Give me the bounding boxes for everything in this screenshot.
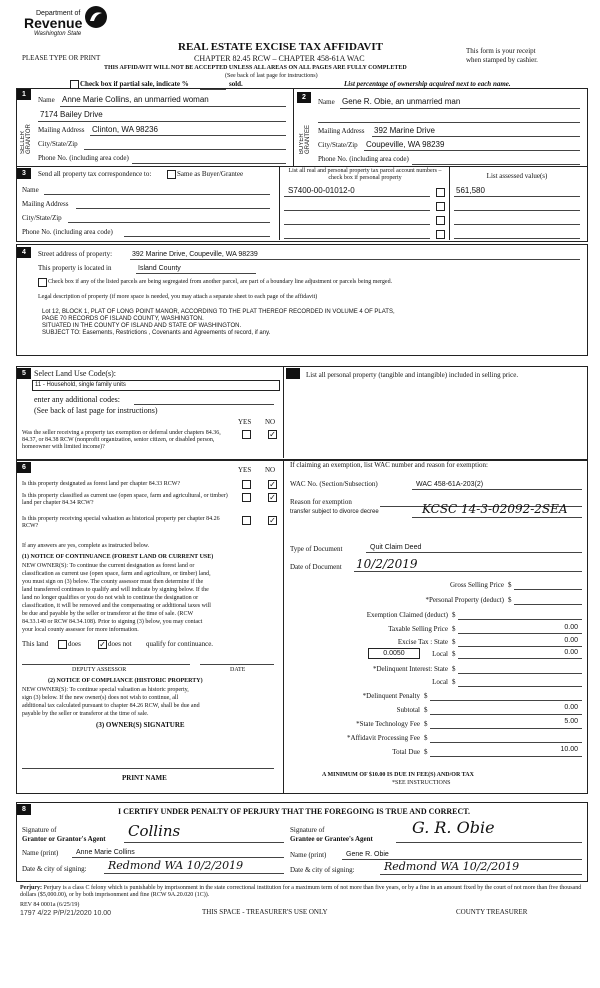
buyer-city-field[interactable]: Coupeville, WA 98239 — [366, 140, 445, 149]
land-does-not-label: does not — [108, 640, 132, 648]
continuance-text-7: be due and payable by the seller or transferor at the time of sale. (RCW — [22, 611, 194, 617]
grantee-print-name[interactable]: Gene R. Obie — [346, 851, 389, 858]
qualify-label: qualify for continuance. — [146, 640, 214, 648]
grantee-date-city[interactable]: Redmond WA 10/2/2019 — [384, 860, 520, 873]
acceptance-notice: THIS AFFIDAVIT WILL NOT BE ACCEPTED UNLESS ALL AREAS ON ALL PAGES ARE FULLY COMPLETED — [104, 65, 407, 71]
s6-q2: Is this property classified as current use (open space, farm and agricultural, or timber) land per chapter 84.34 RCW? — [22, 493, 228, 506]
additional-codes-label: enter any additional codes: — [34, 395, 120, 404]
affidavit-fee-label: *Affidavit Processing Fee — [347, 734, 420, 742]
s6-no: NO — [265, 466, 276, 474]
s5-no: NO — [265, 418, 276, 426]
legal-line-3[interactable]: SITUATED IN THE COUNTY OF ISLAND AND STATE OF WASHINGTON. — [42, 323, 242, 329]
delinquent-penalty-label: *Delinquent Penalty — [362, 692, 420, 700]
local-rate-box[interactable]: 0.0050 — [368, 648, 420, 659]
delinquent-local-label: Local — [432, 678, 448, 686]
personal-property-text: List all personal property (tangible and intangible) included in selling price. — [306, 371, 519, 379]
reason-handwritten: KCSC 14-3-02092-2SEA — [422, 502, 568, 516]
seller-name-field[interactable]: Anne Marie Collins, an unmarried woman — [62, 95, 209, 104]
grantor-sig-label-1: Signature of — [22, 826, 57, 834]
grantor-signature[interactable]: Collins — [128, 822, 181, 840]
logo-line2: Revenue — [24, 15, 83, 31]
parcel-personal-checkbox-3[interactable] — [436, 216, 445, 225]
revenue-swirl-icon — [84, 5, 108, 29]
s3-city-label: City/State/Zip — [22, 214, 62, 222]
continuance-title: (1) NOTICE OF CONTINUANCE (FOREST LAND OR CURRENT USE) — [22, 554, 214, 560]
section-8-tag: 8 — [17, 804, 31, 815]
logo-line3: Washington State — [34, 31, 82, 37]
buyer-name-label: Name — [318, 98, 335, 106]
street-field[interactable]: 392 Marine Drive, Coupeville, WA 98239 — [132, 251, 258, 258]
segregated-checkbox[interactable] — [38, 278, 47, 287]
doc-type-label: Type of Document — [290, 545, 343, 553]
print-name-label: PRINT NAME — [122, 774, 167, 782]
rev-code: REV 84 0001a (6/25/19) — [20, 902, 80, 908]
s6-q1: Is this property designated as forest land per chapter 84.33 RCW? — [22, 481, 181, 487]
s6-q3: Is this property receiving special valuation as historical property per chapter 84.26 RCW? — [22, 516, 220, 529]
dollar-subtotal: $ — [424, 706, 428, 714]
grantor-date-city-label: Date & city of signing: — [22, 865, 87, 873]
continuance-text-6: classification, it will be removed and the compensating or additional taxes will — [22, 603, 211, 609]
wac-field[interactable]: WAC 458-61A-203(2) — [416, 481, 484, 488]
q3-no-checkbox[interactable]: ✓ — [269, 516, 276, 525]
this-land-label: This land — [22, 640, 49, 648]
grantee-date-city-label: Date & city of signing: — [290, 866, 355, 874]
same-as-buyer-label: Same as Buyer/Grantee — [177, 170, 244, 178]
see-back-note: (See back of last page for instructions) — [225, 73, 318, 79]
personal-deduct-label: *Personal Property (deduct) — [425, 596, 504, 604]
continuance-text-5: land no longer qualifies or you do not wish to continue the designation or — [22, 595, 199, 601]
receipt-line2: when stamped by cashier. — [466, 56, 538, 64]
local-tax-value[interactable]: 0.00 — [564, 649, 578, 656]
taxable-value[interactable]: 0.00 — [564, 624, 578, 631]
perjury-title: Perjury: — [20, 885, 42, 891]
sold-label: sold. — [229, 80, 243, 88]
ownership-note: List percentage of ownership acquired next to each name. — [344, 80, 511, 88]
buyer-city-label: City/State/Zip — [318, 141, 358, 149]
dollar-delinq-local: $ — [452, 678, 456, 686]
owner-signature-label: (3) OWNER(S) SIGNATURE — [96, 721, 185, 729]
buyer-name-field[interactable]: Gene R. Obie, an unmarried man — [342, 97, 461, 106]
land-does-checkbox[interactable] — [58, 640, 67, 649]
county-field[interactable]: Island County — [138, 265, 181, 272]
grantee-signature[interactable]: G. R. Obie — [412, 818, 495, 837]
total-due-label: Total Due — [392, 748, 420, 756]
parcel-personal-checkbox-2[interactable] — [436, 202, 445, 211]
reason-field[interactable]: transfer subject to divorce decree — [290, 509, 379, 515]
land-does-label: does — [68, 640, 81, 648]
parcel-header: List all real and personal property tax parcel account numbers – check box if personal property — [288, 168, 442, 181]
segregated-label: Check box if any of the listed parcels are being segregated from another parcel, are part of a boundary line adjustment or parcels being merged. — [48, 279, 393, 285]
parcel-personal-checkbox-1[interactable] — [436, 188, 445, 197]
seller-name-label: Name — [38, 96, 55, 104]
continuance-text-8: 84.33.140 or RCW 84.34.108). Prior to signing (3) below, you may contact — [22, 619, 203, 625]
dollar-affidavit: $ — [424, 734, 428, 742]
assessed-value-field[interactable]: 561,580 — [456, 186, 485, 195]
perjury-notice — [20, 885, 588, 899]
perjury-text: Perjury is a class C felony which is punishable by imprisonment in the state correctional institution for a maximum term of not more than five years, or by a fine in an amount fixed by the court of not more than five thousand dollars ($5,000.00), or by both imprisonment and fine (RCW 9A.20.020 (1C)). — [20, 885, 582, 898]
minimum-due-note: A MINIMUM OF $10.00 IS DUE IN FEE(S) AND/OR TAX — [322, 772, 474, 778]
section-1-tag: 1 — [17, 89, 31, 100]
total-due-value[interactable]: 10.00 — [560, 746, 578, 753]
receipt-line1: This form is your receipt — [466, 47, 536, 55]
doc-date-label: Date of Document — [290, 563, 342, 571]
deputy-date-label: DATE — [230, 667, 246, 673]
s5-yes-checkbox[interactable] — [242, 430, 251, 439]
same-as-buyer-checkbox[interactable] — [167, 170, 176, 179]
q2-no-checkbox[interactable]: ✓ — [269, 493, 276, 502]
send-correspondence-label: Send all property tax correspondence to: — [38, 170, 152, 178]
deputy-assessor-label: DEPUTY ASSESSOR — [72, 667, 127, 673]
wac-label: WAC No. (Section/Subsection) — [290, 480, 378, 488]
dollar-personal: $ — [508, 596, 512, 604]
subtotal-label: Subtotal — [396, 706, 420, 714]
dollar-tech: $ — [424, 720, 428, 728]
section-4-tag: 4 — [17, 247, 31, 258]
state-tax-value[interactable]: 0.00 — [564, 637, 578, 644]
seller-mailing-field[interactable]: Clinton, WA 98236 — [92, 125, 158, 134]
legal-label: Legal description of property (if more space is needed, you may attach a separate sheet to each page of the affidavit) — [38, 294, 318, 300]
seller-phone-label: Phone No. (including area code) — [38, 154, 129, 162]
parcel-personal-checkbox-4[interactable] — [436, 230, 445, 239]
dollar-delinq-state: $ — [452, 665, 456, 673]
tech-fee-label: *State Technology Fee — [356, 720, 420, 728]
grantor-print-label: Name (print) — [22, 849, 59, 857]
buyer-side-label: BUYER GRANTEE — [299, 124, 311, 154]
q3-yes-checkbox[interactable] — [242, 516, 251, 525]
reason-label: Reason for exemption — [290, 498, 352, 506]
parcel-number-field[interactable]: S7400-00-01012-0 — [288, 186, 355, 195]
legal-line-2[interactable]: PAGE 70 RECORDS OF ISLAND COUNTY, WASHINGTON. — [42, 316, 204, 322]
s5-yes: YES — [238, 418, 252, 426]
doc-type-field[interactable]: Quit Claim Deed — [370, 544, 422, 551]
s3-phone-label: Phone No. (including area code) — [22, 228, 113, 236]
grantee-sig-label-1: Signature of — [290, 826, 325, 834]
grantor-print-name[interactable]: Anne Marie Collins — [76, 849, 135, 856]
grantee-print-label: Name (print) — [290, 851, 327, 859]
dollar-exemption: $ — [452, 611, 456, 619]
dollar-local: $ — [452, 650, 456, 658]
historic-title: (2) NOTICE OF COMPLIANCE (HISTORIC PROPERTY) — [48, 678, 203, 684]
local-tax-label: Local — [432, 650, 448, 658]
tech-fee-value[interactable]: 5.00 — [564, 718, 578, 725]
please-type: PLEASE TYPE OR PRINT — [22, 54, 101, 62]
historic-text-2: sign (3) below. If the new owner(s) does not wish to continue, all — [22, 695, 179, 701]
any-yes-note: If any answers are yes, complete as instructed below. — [22, 543, 150, 549]
q2-yes-checkbox[interactable] — [242, 493, 251, 502]
located-label: This property is located in — [38, 264, 112, 272]
taxable-label: Taxable Selling Price — [388, 625, 448, 633]
section-6-tag: 6 — [17, 462, 31, 473]
delinquent-state-label: *Delinquent Interest: State — [372, 665, 448, 673]
land-does-not-checkbox[interactable]: ✓ — [99, 640, 106, 649]
continuance-text-4: land transferred continues to qualify and will indicate by signing below. If the — [22, 587, 209, 593]
exemption-deduct-label: Exemption Claimed (deduct) — [366, 611, 448, 619]
q1-no-checkbox[interactable]: ✓ — [269, 480, 276, 489]
buyer-phone-label: Phone No. (including area code) — [318, 155, 409, 163]
exemption-question: Was the seller receiving a property tax exemption or deferral under chapters 84.36, 84.37, or 84.38 RCW (nonprofit organization, senior citizen, or disabled person, homeowner with limited income)? — [22, 430, 221, 450]
seller-address-line[interactable]: 7174 Bailey Drive — [40, 110, 103, 119]
form-subtitle: CHAPTER 82.45 RCW – CHAPTER 458-61A WAC — [194, 54, 365, 63]
s3-name-label: Name — [22, 186, 39, 194]
s3-mailing-label: Mailing Address — [22, 200, 69, 208]
doc-date-field[interactable]: 10/2/2019 — [356, 557, 418, 571]
section-5-tag: 5 — [17, 368, 31, 379]
seller-side-label: SELLER GRANTOR — [20, 124, 32, 154]
dollar-penalty: $ — [424, 692, 428, 700]
street-label: Street address of property: — [38, 250, 113, 258]
claim-exemption-label: If claiming an exemption, list WAC number and reason for exemption: — [290, 461, 488, 469]
land-use-select[interactable]: 11 - Household, single family units — [32, 380, 280, 391]
s5-no-checkbox[interactable]: ✓ — [269, 430, 276, 439]
treasurer-use-label: THIS SPACE - TREASURER'S USE ONLY — [202, 908, 328, 916]
seller-city-label: City/State/Zip — [38, 140, 78, 148]
historic-text-1: NEW OWNER(S): To continue special valuation as historic property, — [22, 687, 189, 693]
historic-text-3: additional tax calculated pursuant to chapter 84.26 RCW, shall be due and — [22, 703, 200, 709]
continuance-text-1: NEW OWNER(S): To continue the current designation as forest land or — [22, 563, 195, 569]
legal-line-4[interactable]: SUBJECT TO: Easements, Restrictions , Covenants and Agreements of record, if any. — [42, 330, 271, 336]
certify-statement: I CERTIFY UNDER PENALTY OF PERJURY THAT THE FOREGOING IS TRUE AND CORRECT. — [118, 807, 471, 816]
dollar-gross: $ — [508, 581, 512, 589]
section-3-tag: 3 — [17, 168, 31, 179]
logo-line1: Department of — [36, 10, 81, 17]
legal-line-1[interactable]: Lot 12, BLOCK 1, PLAT OF LONG POINT MANOR, ACCORDING TO THE PLAT THEREOF RECORDED IN VOLUME 4 OF PLATS, — [42, 309, 395, 315]
gross-label: Gross Selling Price — [449, 581, 504, 589]
recording-stamp: 1797 4/22 P/P/21/2020 10.00 — [20, 910, 112, 917]
see-instructions-note: *SEE INSTRUCTIONS — [392, 780, 451, 786]
seller-mailing-label: Mailing Address — [38, 126, 85, 134]
continuance-text-9: your local county assessor for more information. — [22, 627, 139, 633]
buyer-mailing-label: Mailing Address — [318, 127, 365, 135]
section-2-tag: 2 — [297, 92, 311, 103]
assessed-header: List assessed value(s) — [486, 172, 548, 180]
section-7-tag — [286, 368, 300, 379]
partial-sale-label: Check box if partial sale, indicate % — [80, 80, 189, 88]
state-tax-label: Excise Tax : State — [397, 638, 448, 646]
form-title: REAL ESTATE EXCISE TAX AFFIDAVIT — [178, 41, 383, 53]
historic-text-4: payable by the seller or transferor at the time of sale. — [22, 711, 149, 717]
buyer-mailing-field[interactable]: 392 Marine Drive — [374, 126, 435, 135]
land-use-label: Select Land Use Code(s): — [34, 369, 116, 378]
grantee-sig-label-2: Grantee or Grantee's Agent — [290, 835, 373, 843]
grantor-date-city[interactable]: Redmond WA 10/2/2019 — [108, 859, 244, 872]
county-treasurer-label: COUNTY TREASURER — [456, 908, 528, 916]
grantor-sig-label-2: Grantor or Grantor's Agent — [22, 835, 106, 843]
subtotal-value[interactable]: 0.00 — [564, 704, 578, 711]
s5-see-back: (See back of last page for instructions) — [34, 406, 158, 415]
continuance-text-3: you must sign on (3) below. The county assessor must then determine if the — [22, 579, 204, 585]
dollar-taxable: $ — [452, 625, 456, 633]
s6-yes: YES — [238, 466, 252, 474]
dollar-state: $ — [452, 638, 456, 646]
dollar-total: $ — [424, 748, 428, 756]
q1-yes-checkbox[interactable] — [242, 480, 251, 489]
continuance-text-2: classification as current use (open space, farm and agriculture, or timber) land, — [22, 571, 211, 577]
